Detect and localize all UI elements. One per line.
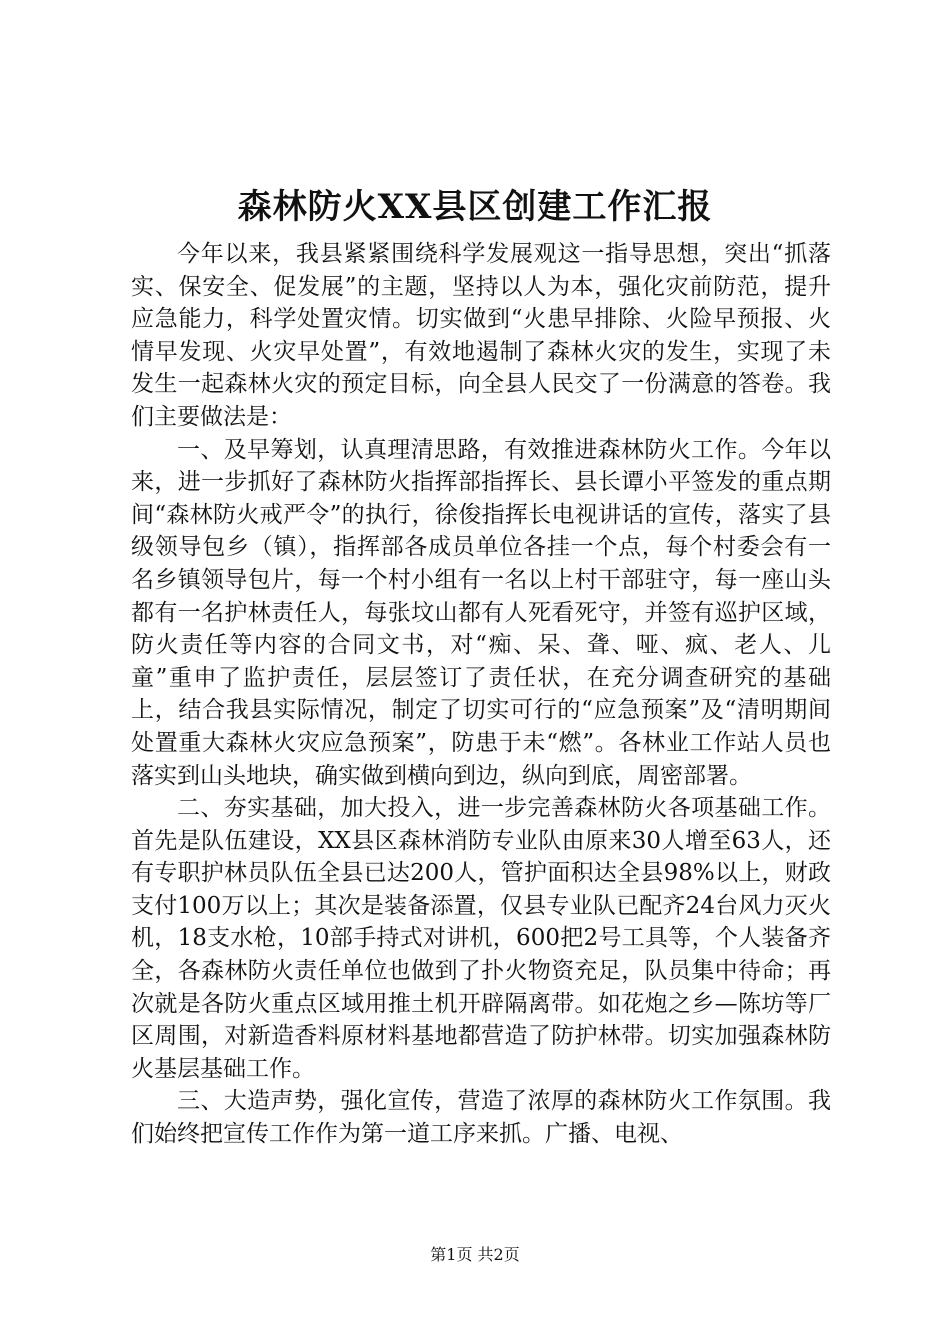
paragraph-section-2: 二、夯实基础，加大投入，进一步完善森林防火各项基础工作。首先是队伍建设，XX县区森林消防专业队由原来30人增至63人，还有专职护林员队伍全县已达200人，管护面积达全县98%以上，财政支付100万以上；其次是装备添置，仅县专业队已配齐24台风力灭火机，18支水枪，10部手持式对讲机，600把2号工具等，个人装备齐全，各森林防火责任单位也做到了扑火物资充足，队员集中待命；再次就是各防火重点区域用推土机开辟隔离带。如花炮之乡—陈坊等厂区周围，对新造香料原材料基地都营造了防护林带。切实加强森林防火基层基础工作。 — [131, 795, 831, 1082]
document-body — [131, 238, 831, 1151]
paragraph-section-1: 一、及早筹划，认真理清思路，有效推进森林防火工作。今年以来，进一步抓好了森林防火指挥部指挥长、县长谭小平签发的重点期间“森林防火戒严令”的执行，徐俊指挥长电视讲话的宣传，落实了县级领导包乡（镇），指挥部各成员单位各挂一个点，每个村委会有一名乡镇领导包片，每一个村小组有一名以上村干部驻守，每一座山头都有一名护林责任人，每张坟山都有人死看死守，并签有巡护区域，防火责任等内容的合同文书，对“痴、呆、聋、哑、疯、老人、儿童”重申了监护责任，层层签订了责任状，在充分调查研究的基础上，结合我县实际情况，制定了切实可行的“应急预案”及“清明期间处置重大森林火灾应急预案”，防患于未“燃”。各林业工作站人员也落实到山头地块，确实做到横向到边，纵向到底，周密部署。 — [131, 436, 831, 789]
paragraph-intro: 今年以来，我县紧紧围绕科学发展观这一指导思想，突出“抓落实、保安全、促发展”的主题，坚持以人为本，强化灾前防范，提升应急能力，科学处置灾情。切实做到“火患早排除、火险早预报、火情早发现、火灾早处置”，有效地遏制了森林火灾的发生，实现了未发生一起森林火灾的预定目标，向全县人民交了一份满意的答卷。我们主要做法是： — [131, 241, 831, 430]
paragraph-section-3: 三、大造声势，强化宣传，营造了浓厚的森林防火工作氛围。我们始终把宣传工作作为第一道工序来抓。广播、电视、 — [131, 1088, 831, 1148]
page-number-footer: 第1页 共2页 — [430, 1245, 520, 1264]
document-title: 森林防火XX县区创建工作汇报 — [237, 187, 713, 227]
